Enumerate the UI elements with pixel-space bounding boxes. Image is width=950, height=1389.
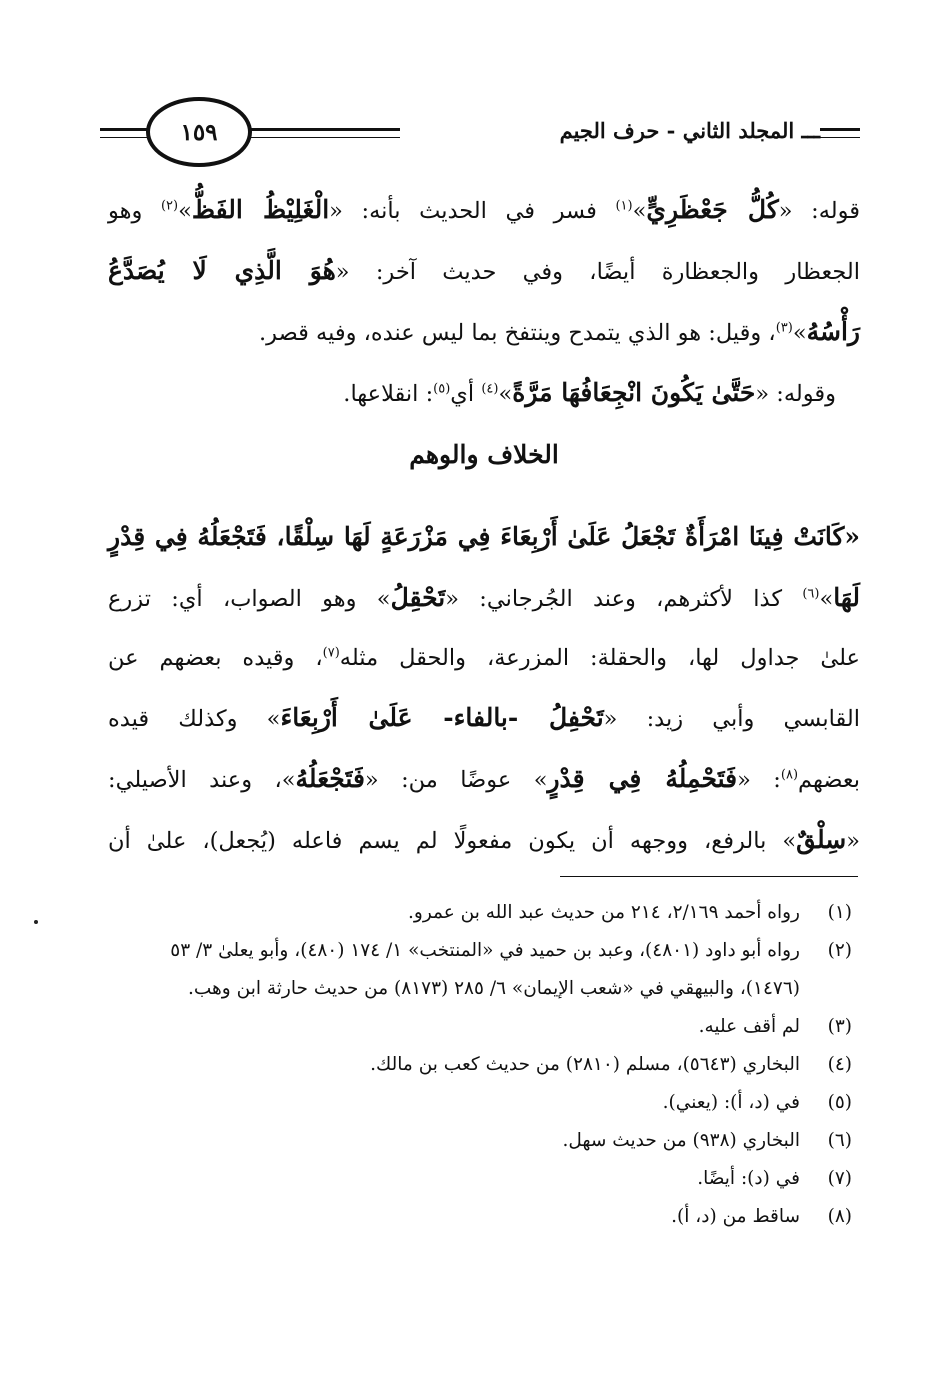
footnote-ref: (٦) [802, 586, 820, 602]
footnote-text: ساقط من (د، أ). [671, 1206, 800, 1227]
paragraph-3 [108, 507, 860, 871]
footnote-text: البخاري (٥٦٤٣)، مسلم (٢٨١٠) من حديث كعب بن مالك. [370, 1054, 800, 1075]
quoted-word: تَحْقِلُ [390, 583, 446, 612]
quoted-hadith: لَهَا [833, 583, 860, 612]
footnote-ref: (٧) [322, 645, 340, 661]
footnote [106, 1122, 852, 1160]
text-line: وقوله: «حَتَّىٰ يَكُونَ انْجِعَافُهَا مَرَّةً»$^{(٤)}$ أي$^{(٥)}$: انقلاعها. [343, 378, 836, 407]
text-line: علىٰ جداول لها، والحقلة: المزرعة، والحقل مثله$^{(٧)}$، وقيده بعضهم عن [108, 645, 860, 671]
quoted-hadith: هُوَ الَّذِي لَا يُصَدَّعُ [108, 256, 336, 285]
footnote-ref: (٨) [780, 767, 799, 783]
footnote [106, 1008, 852, 1046]
footnote-number: (٦) [827, 1130, 852, 1151]
quoted-hadith: حَتَّىٰ يَكُونَ انْجِعَافُهَا مَرَّةً [512, 378, 756, 407]
footnote-number: (٢) [827, 940, 852, 961]
footnote-number: (٨) [827, 1206, 852, 1227]
quoted-word: فَتَجْعَلُهُ [295, 764, 365, 793]
running-header [100, 95, 860, 175]
paragraph-1 [108, 180, 860, 424]
text-line: رَأْسُهُ»$^{(٣)}$، وقيل: هو الذي يتمدح وينتفخ بما ليس عنده، وفيه قصر. [259, 317, 860, 346]
text-line: الجعظار والجعظارة أيضًا، وفي حديث آخر: «هُوَ الَّذِي لَا يُصَدَّعُ [108, 256, 860, 285]
quoted-hadith: كُلُّ جَعْظَرِيٍّ [646, 195, 779, 224]
footnote [106, 932, 852, 1008]
quoted-word: تَحْفِلُ -بالفاء- عَلَىٰ أَرْبِعَاءَ [280, 703, 604, 732]
text-line: قوله: «كُلُّ جَعْظَرِيٍّ»$^{(١)}$ فسر في الحديث بأنه: «الْغَلِيْظُ الفَظُّ»$^{(٢)}$ وهو [108, 195, 860, 224]
quoted-word: فَتَحْمِلُهُ فِي قِدْرٍ [547, 764, 738, 793]
footnote-text: في (د، أ): (يعني). [662, 1092, 800, 1113]
footnote-text: رواه أحمد ٢/١٦٩، ٢١٤ من حديث عبد الله بن عمرو. [408, 902, 800, 923]
footnote-separator [560, 876, 858, 877]
text-line [108, 507, 860, 568]
running-title: ـــ المجلد الثاني - حرف الجيم [559, 118, 820, 143]
text-line: بعضهم$^{(٨)}$: «فَتَحْمِلُهُ فِي قِدْرٍ» عوضًا من: «فَتَجْعَلُهُ»، وعند الأصيلي: [108, 764, 861, 793]
text-line: «سِلْقٌ» بالرفع، ووجهه أن يكون مفعولًا لم يسم فاعله (يُجعل)، علىٰ أن [108, 825, 860, 854]
quoted-hadith: الْغَلِيْظُ الفَظُّ [191, 195, 330, 224]
footnote-ref: (٤) [481, 381, 499, 397]
text-line: القابسي وأبي زيد: «تَحْفِلُ -بالفاء- عَلَىٰ أَرْبِعَاءَ» وكذلك قيده [108, 703, 860, 732]
page-number-oval [146, 97, 252, 167]
footnote-text: رواه أبو داود (٤٨٠١)، وعبد بن حميد في «المنتخب» ١/ ١٧٤ (٤٨٠)، وأبو يعلىٰ ٣/ ٥٣ (١٤٧٦)، والبيهقي في «شعب الإيمان» ٦/ ٢٨٥ (٨١٧٣) من حديث حارثة ابن وهب. [170, 940, 800, 999]
footnote-text: في (د): أيضًا. [697, 1168, 800, 1189]
footnote-ref: (٥) [433, 381, 451, 397]
footnote [106, 1160, 852, 1198]
footnote-ref: (٣) [775, 320, 793, 336]
footnote-number: (٧) [827, 1168, 852, 1189]
text-line: لَهَا»$^{(٦)}$ كذا لأكثرهم، وعند الجُرجاني: «تَحْقِلُ» وهو الصواب، أي: تزرع [108, 583, 860, 612]
page-number: ١٥٩ [180, 118, 218, 146]
footnote-number: (١) [827, 902, 852, 923]
footnote [106, 1198, 852, 1236]
quoted-hadith: رَأْسُهُ [806, 317, 860, 346]
footnote-number: (٥) [827, 1092, 852, 1113]
footnote [106, 1046, 852, 1084]
section-heading: الخلاف والوهم [409, 440, 559, 469]
footnote-ref: (١) [615, 198, 633, 214]
quoted-hadith: «كَانَتْ فِينَا امْرَأَةٌ تَجْعَلُ عَلَىٰ أَرْبِعَاءَ فِي مَزْرَعَةٍ لَهَا سِلْقًا، فَتَجْعَلُهُ فِي قِدْرٍ [108, 522, 860, 551]
footnotes [106, 894, 852, 1236]
footnote-ref: (٢) [160, 198, 179, 214]
footnote-number: (٤) [827, 1054, 852, 1075]
footnote-text: البخاري (٩٣٨) من حديث سهل. [562, 1130, 800, 1151]
footnote [106, 894, 852, 932]
footnote-number: (٣) [827, 1016, 852, 1037]
quoted-word: سِلْقٌ [796, 825, 847, 854]
footnote [106, 1084, 852, 1122]
footnote-text: لم أقف عليه. [698, 1016, 800, 1037]
